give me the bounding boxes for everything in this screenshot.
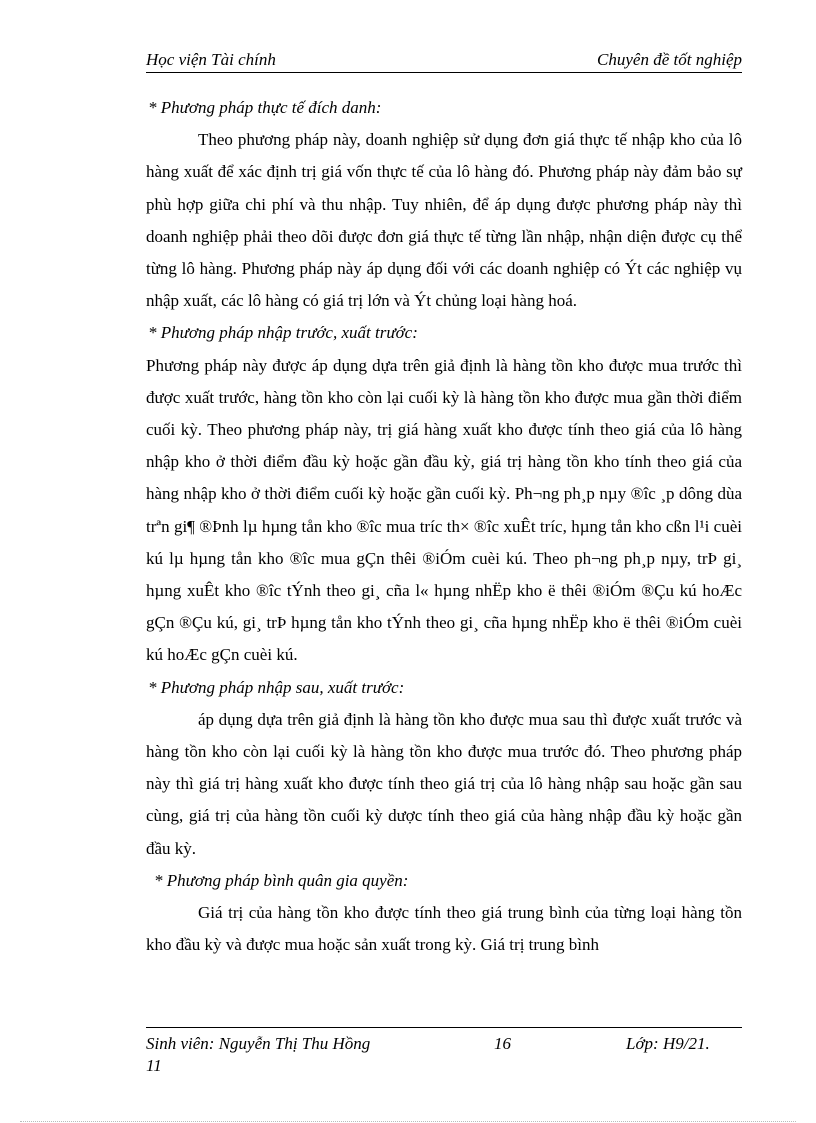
footer-student-name: Sinh viên: Nguyễn Thị Thu Hồng [146, 1034, 371, 1053]
heading-fifo: * Phương pháp nhập trước, xuất trước: [148, 323, 418, 343]
header-document-type: Chuyên đề tốt nghiệp [597, 50, 742, 69]
paragraph-fifo: Phương pháp này được áp dụng dựa trên giả định là hàng tồn kho được mua trước thì được xuất trước, hàng tồn kho còn lại cuối kỳ là hàng tồn kho được mua gần thời điểm cuối kỳ. Theo phương pháp này, trị giá hàng xuất kho được tính theo giá của lô hàng nhập kho ở thời điểm đầu kỳ hoặc gần đầu kỳ, giá trị hàng tồn kho tính theo giá của hàng nhập kho ở thời điểm cuối kỳ hoặc gần cuối kỳ. Ph¬ng ph¸p nµy ®îc ¸p dông dùa trªn gi¶ ®Þnh lµ hµng tån kho ®îc mua tríc th× ®îc xuÊt tríc, hµng tån kho cßn l¹i cuèi kú lµ hµng tån kho ®îc mua gÇn thêi ®iÓm cuèi kú. Theo ph¬ng ph¸p nµy, trÞ gi¸ hµng xuÊt kho ®îc tÝnh theo gi¸ cña l« hµng nhËp kho ë thêi ®iÓm ®Çu kú hoÆc gÇn ®Çu kú, gi¸ trÞ hµng tån kho tÝnh theo gi¸ cña hµng nhËp kho ë thêi ®iÓm cuèi kú hoÆc gÇn cuèi kú. [146, 355, 742, 665]
heading-weighted-average: * Phương pháp bình quân gia quyền: [154, 870, 409, 890]
paragraph-lifo: áp dụng dựa trên giả định là hàng tồn kho được mua sau thì được xuất trước và hàng tồn kho còn lại cuối kỳ là hàng tồn kho được mua trước đó. Theo phương pháp này thì giá trị hàng xuất kho được tính theo giá trị của lô hàng nhập sau hoặc gần sau cùng, giá trị của hàng tồn cuối kỳ dược tính theo giá của hàng nhập đầu kỳ hoặc gần đầu kỳ. [146, 709, 742, 858]
document-body [146, 92, 742, 961]
page-header [146, 46, 742, 73]
page-bottom-border [20, 1121, 796, 1122]
footer-class-suffix: 11 [146, 1056, 162, 1075]
heading-lifo: * Phương pháp nhập sau, xuất trước: [148, 677, 405, 697]
paragraph-weighted-average: Giá trị của hàng tồn kho được tính theo giá trung bình của từng loại hàng tồn kho đầu kỳ và được mua hoặc sản xuất trong kỳ. Giá trị trung bình [146, 903, 742, 955]
page-footer [146, 1027, 742, 1075]
footer-class: Lớp: H9/21. [626, 1034, 710, 1053]
footer-page-number: 16 [494, 1034, 511, 1053]
heading-specific-identification: * Phương pháp thực tế đích danh: [148, 98, 382, 117]
paragraph-specific-identification: Theo phương pháp này, doanh nghiệp sử dụng đơn giá thực tế nhập kho của lô hàng xuất để xác định trị giá vốn thực tế của lô hàng đó. Phương pháp này đảm bảo sự phù hợp giữa chi phí và thu nhập. Tuy nhiên, để áp dụng được phương pháp này thì doanh nghiệp phải theo dõi được đơn giá thực tế từng lần nhập, nhận diện được cụ thể từng lô hàng. Phương pháp này áp dụng đối với các doanh nghiệp có Ýt các nghiệp vụ nhập xuất, các lô hàng có giá trị lớn và Ýt chủng loại hàng hoá. [146, 130, 742, 311]
header-institution: Học viện Tài chính [146, 50, 276, 69]
